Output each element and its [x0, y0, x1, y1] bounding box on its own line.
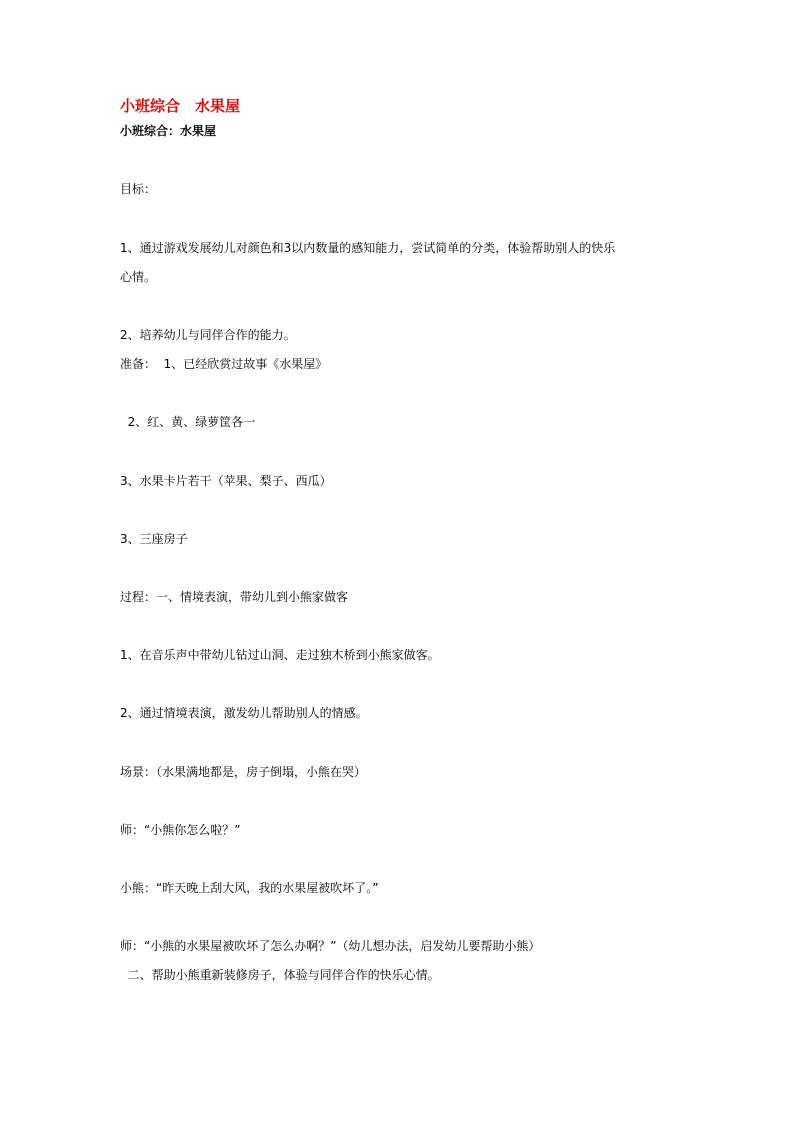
paragraph-process-2: 2、通过情境表演，激发幼儿帮助别人的情感。: [120, 706, 368, 720]
paragraph-prep-2: 2、红、黄、绿萝筐各一: [120, 415, 256, 429]
paragraph-goal-2: 2、培养幼儿与同伴合作的能力。: [120, 328, 296, 342]
paragraph-dialogue-teacher-1: 师：“小熊你怎么啦？”: [120, 823, 241, 837]
paragraph-process-part-2: 二、帮助小熊重新装修房子，体验与同伴合作的快乐心情。: [120, 968, 440, 982]
document-title: 小班综合 水果屋: [120, 97, 241, 115]
paragraph-goal-1: 1、通过游戏发展幼儿对颜色和3以内数量的感知能力，尝试简单的分类，体验帮助别人的快乐: [120, 241, 616, 255]
paragraph-goal-1-cont: 心情。: [120, 270, 157, 284]
paragraph-goal-heading: 目标：: [120, 182, 157, 196]
paragraph-scene: 场景：（水果满地都是，房子倒塌，小熊在哭）: [120, 765, 367, 779]
paragraph-process-1: 1、在音乐声中带幼儿钻过山洞、走过独木桥到小熊家做客。: [120, 648, 440, 662]
paragraph-process-heading: 过程：一、情境表演，带幼儿到小熊家做客: [120, 590, 349, 604]
paragraph-prep-3: 3、水果卡片若干（苹果、梨子、西瓜）: [120, 474, 332, 488]
paragraph-prep-1: 准备： 1、已经欣赏过故事《水果屋》: [120, 357, 328, 371]
paragraph-dialogue-bear: 小熊：“昨天晚上刮大风，我的水果屋被吹坏了。”: [120, 881, 379, 895]
paragraph-prep-4: 3、三座房子: [120, 532, 188, 546]
paragraph-dialogue-teacher-2: 师：“小熊的水果屋被吹坏了怎么办啊？”（幼儿想办法，启发幼儿要帮助小熊）: [120, 939, 541, 953]
document-subtitle: 小班综合：水果屋: [120, 124, 217, 138]
